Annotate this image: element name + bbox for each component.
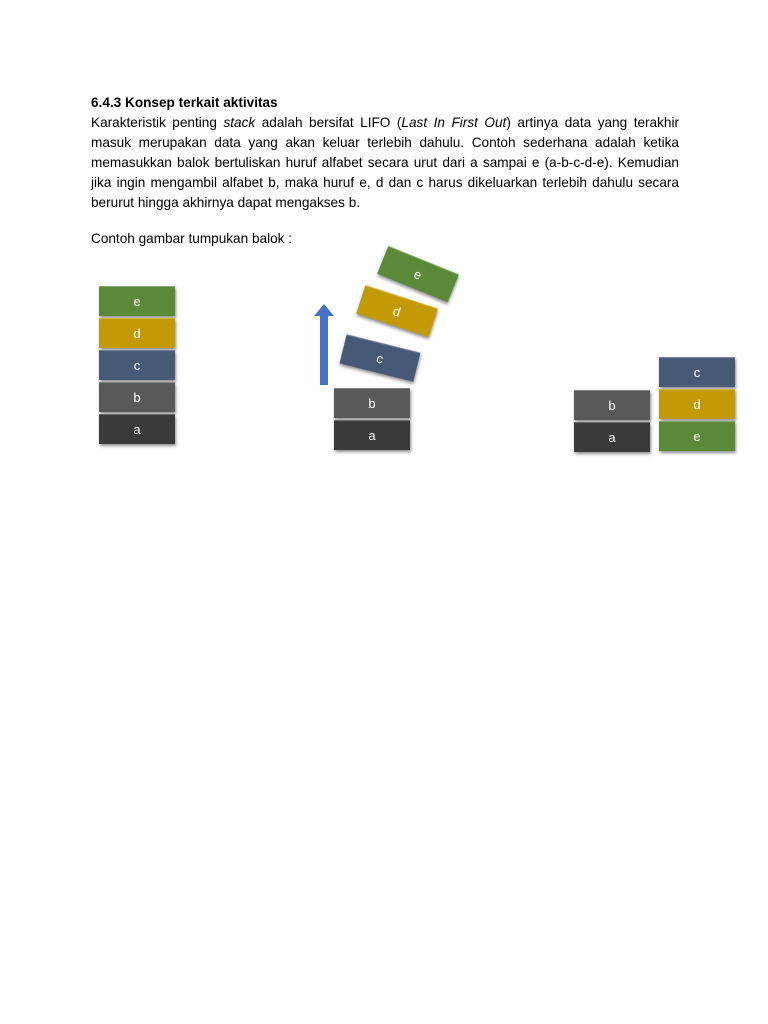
- section-text: [91, 93, 679, 213]
- paragraph-line-3: memasukkan balok bertuliskan huruf alfabet secara urut dari a sampai e (a-b-c-d-e). Kemudian: [91, 155, 679, 170]
- paragraph-line-2: masuk merupakan data yang akan keluar terlebih dahulu. Contoh sederhana adalah ketika: [91, 135, 679, 150]
- figure-caption: Contoh gambar tumpukan balok :: [91, 231, 293, 246]
- block-a: a: [574, 422, 650, 452]
- block-b: b: [99, 382, 175, 412]
- block-e: e: [99, 286, 175, 316]
- block-a: a: [334, 420, 410, 450]
- block-c: c: [659, 357, 735, 387]
- section-heading: 6.4.3 Konsep terkait aktivitas: [91, 95, 278, 110]
- paragraph-line-4: jika ingin mengambil alfabet b, maka huruf e, d dan c harus dikeluarkan terlebih dahulu secara: [91, 175, 679, 190]
- block-a: a: [99, 414, 175, 444]
- block-d: d: [99, 318, 175, 348]
- block-b: b: [574, 390, 650, 420]
- block-d: d: [659, 389, 735, 419]
- block-e-removed: e: [377, 246, 459, 302]
- block-c: c: [99, 350, 175, 380]
- term-stack: stack: [223, 115, 256, 130]
- body-paragraph: [91, 113, 679, 213]
- text-run: Karakteristik penting: [91, 115, 224, 130]
- paragraph-line-5: berurut hingga akhirnya dapat mengakses b.: [91, 195, 361, 210]
- text-run: adalah bersifat LIFO (: [255, 115, 402, 130]
- term-lifo: Last In First Out: [401, 115, 507, 130]
- block-e: e: [659, 421, 735, 451]
- block-b: b: [334, 388, 410, 418]
- paragraph-line-1: [91, 113, 679, 133]
- up-arrow-icon: [313, 304, 335, 386]
- text-run: ) artinya data yang terakhir: [506, 115, 680, 130]
- block-d-removed: d: [356, 285, 438, 337]
- block-c-removed: c: [339, 334, 420, 381]
